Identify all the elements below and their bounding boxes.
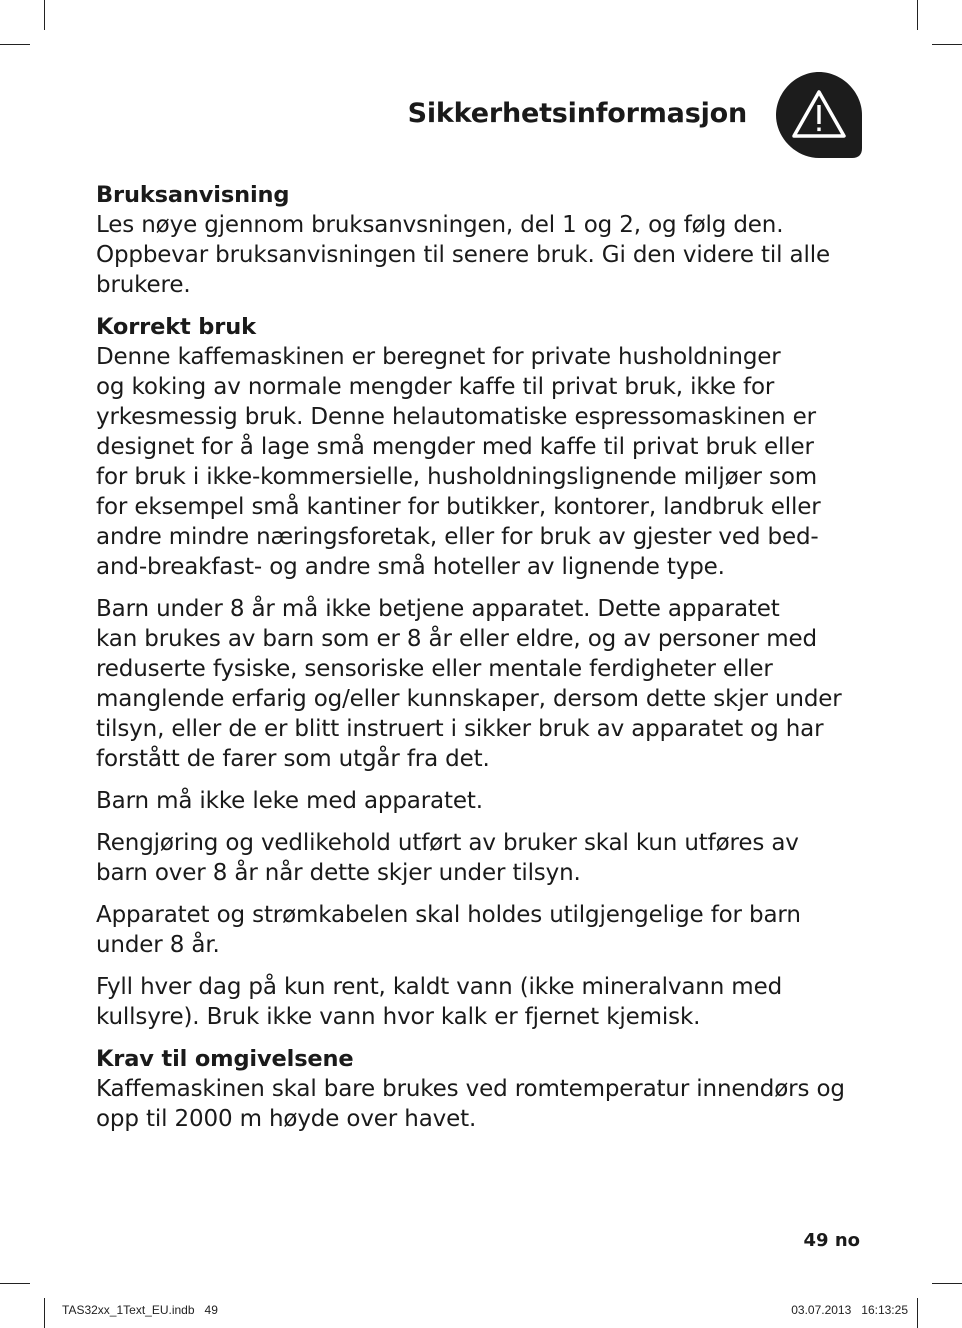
paragraph: Barn under 8 år må ikke betjene apparatet. Dette apparatet kan brukes av barn som er 8 år eller eldre, og av personer med reduserte fysiske, sensoriske eller mentale ferdigheter eller manglende erfarig og/eller kunnskaper, dersom dette skjer under tilsyn, eller de er blitt instruert i sikker bruk av apparatet og har forstått de farer som utgår fra det.	[96, 596, 842, 772]
paragraph: Barn må ikke leke med apparatet.	[96, 788, 483, 814]
section-heading: Bruksanvisning	[96, 182, 290, 208]
section-heading: Korrekt bruk	[96, 314, 256, 340]
crop-mark	[44, 1298, 45, 1328]
paragraph: Fyll hver dag på kun rent, kaldt vann (ikke mineralvann med kullsyre). Bruk ikke vann hvor kalk er fjernet kjemisk.	[96, 974, 783, 1030]
crop-mark	[917, 0, 918, 30]
crop-mark	[917, 1298, 918, 1328]
paragraph: Denne kaffemaskinen er beregnet for private husholdninger og koking av normale mengder kaffe til privat bruk, ikke for yrkesmessig bruk. Denne helautomatiske espressomaskinen er designet for å lage små mengder med kaffe til privat bruk eller for bruk i ikke-kommersielle, husholdningslignende miljøer som for eksempel små kantiner for butikker, kontorer, landbruk eller andre mindre næringsforetak, eller for bruk av gjester ved bed- and-breakfast- og andre små hoteller av lignende type.	[96, 344, 821, 580]
document-body	[96, 180, 866, 1146]
page-number: 49 no	[803, 1230, 860, 1251]
footer-file-info: TAS32xx_1Text_EU.indb 49	[62, 1303, 218, 1317]
warning-triangle-icon	[776, 72, 862, 158]
paragraph: Les nøye gjennom bruksanvsningen, del 1 og 2, og følg den. Oppbevar bruksanvisningen til senere bruk. Gi den videre til alle brukere.	[96, 212, 830, 298]
paragraph: Apparatet og strømkabelen skal holdes utilgjengelige for barn under 8 år.	[96, 902, 801, 958]
crop-mark	[0, 1283, 30, 1284]
crop-mark	[44, 0, 45, 30]
page-title: Sikkerhetsinformasjon	[407, 98, 747, 129]
section-korrekt-bruk	[96, 312, 866, 1032]
crop-mark	[0, 44, 30, 45]
crop-mark	[932, 44, 962, 45]
paragraph: Rengjøring og vedlikehold utført av bruker skal kun utføres av barn over 8 år når dette skjer under tilsyn.	[96, 830, 799, 886]
section-bruksanvisning	[96, 180, 866, 300]
crop-mark	[932, 1283, 962, 1284]
section-krav-til-omgivelsene	[96, 1044, 866, 1134]
footer-timestamp: 03.07.2013 16:13:25	[791, 1303, 908, 1317]
section-heading: Krav til omgivelsene	[96, 1046, 354, 1072]
paragraph: Kaffemaskinen skal bare brukes ved romtemperatur innendørs og opp til 2000 m høyde over havet.	[96, 1076, 845, 1132]
